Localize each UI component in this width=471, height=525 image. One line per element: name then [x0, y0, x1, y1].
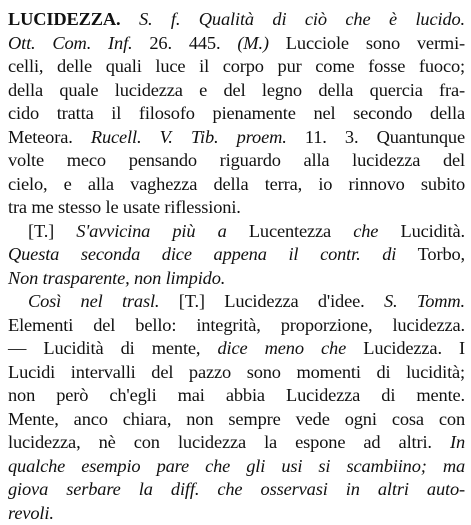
- text-line: [8, 290, 465, 314]
- text-run: celli, delle quali luce il corpo pur come fosse fuoco;: [8, 56, 465, 76]
- text-run: della quale lucidezza e del legno della quercia fra-: [8, 80, 465, 100]
- italic-text: (M.): [237, 33, 269, 53]
- italic-text: Non trasparente, non limpido.: [8, 268, 225, 288]
- headword: LUCIDEZZA.: [8, 9, 120, 29]
- text-line: [8, 267, 465, 291]
- italic-text: revoli.: [8, 503, 54, 523]
- italic-text: Ott. Com. Inf.: [8, 33, 132, 53]
- italic-text: In: [450, 432, 465, 452]
- italic-text: Questa seconda dice appena il contr. di: [8, 244, 396, 264]
- text-line: [8, 173, 465, 197]
- italic-text: S'avvicina più a: [76, 221, 226, 241]
- italic-text: Rucell. V. Tib. proem.: [91, 127, 287, 147]
- text-run: Lucciole sono vermi-: [269, 33, 465, 53]
- text-line: [8, 102, 465, 126]
- text-line: [8, 79, 465, 103]
- text-line: [8, 431, 465, 455]
- text-run: Elementi del bello: integrità, proporzione, lucidezza.: [8, 315, 465, 335]
- text-run: non però ch'egli mai abbia Lucidezza di mente.: [8, 385, 465, 405]
- text-line: [8, 196, 465, 220]
- text-run: Lucidi intervalli del pazzo sono momenti di lucidità;: [8, 362, 465, 382]
- text-line: [8, 361, 465, 385]
- text-line: [8, 384, 465, 408]
- text-line: [8, 8, 465, 32]
- italic-text: giova serbare la diff. che osservasi in altri auto-: [8, 479, 465, 499]
- text-line: [8, 314, 465, 338]
- text-line: [8, 408, 465, 432]
- text-run: Lucidezza. I: [346, 338, 465, 358]
- text-run: [T.] Lucidezza d'idee.: [159, 291, 384, 311]
- text-run: lucidezza, nè con lucidezza la espone ad altri.: [8, 432, 450, 452]
- text-run: volte meco pensando riguardo alla lucidezza del: [8, 150, 465, 170]
- text-line: [8, 55, 465, 79]
- text-run: Lucentezza: [227, 221, 354, 241]
- text-run: [T.]: [28, 221, 76, 241]
- text-line: [8, 455, 465, 479]
- text-line: [8, 32, 465, 56]
- italic-text: S. Tomm.: [384, 291, 465, 311]
- text-line: [8, 478, 465, 502]
- text-line: [8, 220, 465, 244]
- text-run: 26. 445.: [132, 33, 237, 53]
- text-run: 11. 3. Quantunque: [287, 127, 465, 147]
- italic-text: qualche esempio pare che gli usi si scambiino; ma: [8, 456, 465, 476]
- text-line: [8, 126, 465, 150]
- italic-text: Così nel trasl.: [28, 291, 159, 311]
- text-run: Torbo,: [396, 244, 465, 264]
- text-run: Lucidità.: [378, 221, 465, 241]
- text-run: Mente, anco chiara, non sempre vede ogni cosa con: [8, 409, 465, 429]
- text-run: cido tratta il filosofo pienamente nel secondo della: [8, 103, 465, 123]
- text-run: Meteora.: [8, 127, 91, 147]
- text-line: [8, 149, 465, 173]
- text-run: cielo, e alla vaghezza della terra, io rinnovo subito: [8, 174, 465, 194]
- text-line: [8, 243, 465, 267]
- text-run: tra me stesso le usate riflessioni.: [8, 197, 241, 217]
- italic-text: S. f. Qualità di ciò che è lucido.: [139, 9, 465, 29]
- text-line: [8, 502, 465, 525]
- italic-text: che: [353, 221, 378, 241]
- text-run: [120, 9, 138, 29]
- text-line: [8, 337, 465, 361]
- text-run: — Lucidità di mente,: [8, 338, 218, 358]
- italic-text: dice meno che: [218, 338, 347, 358]
